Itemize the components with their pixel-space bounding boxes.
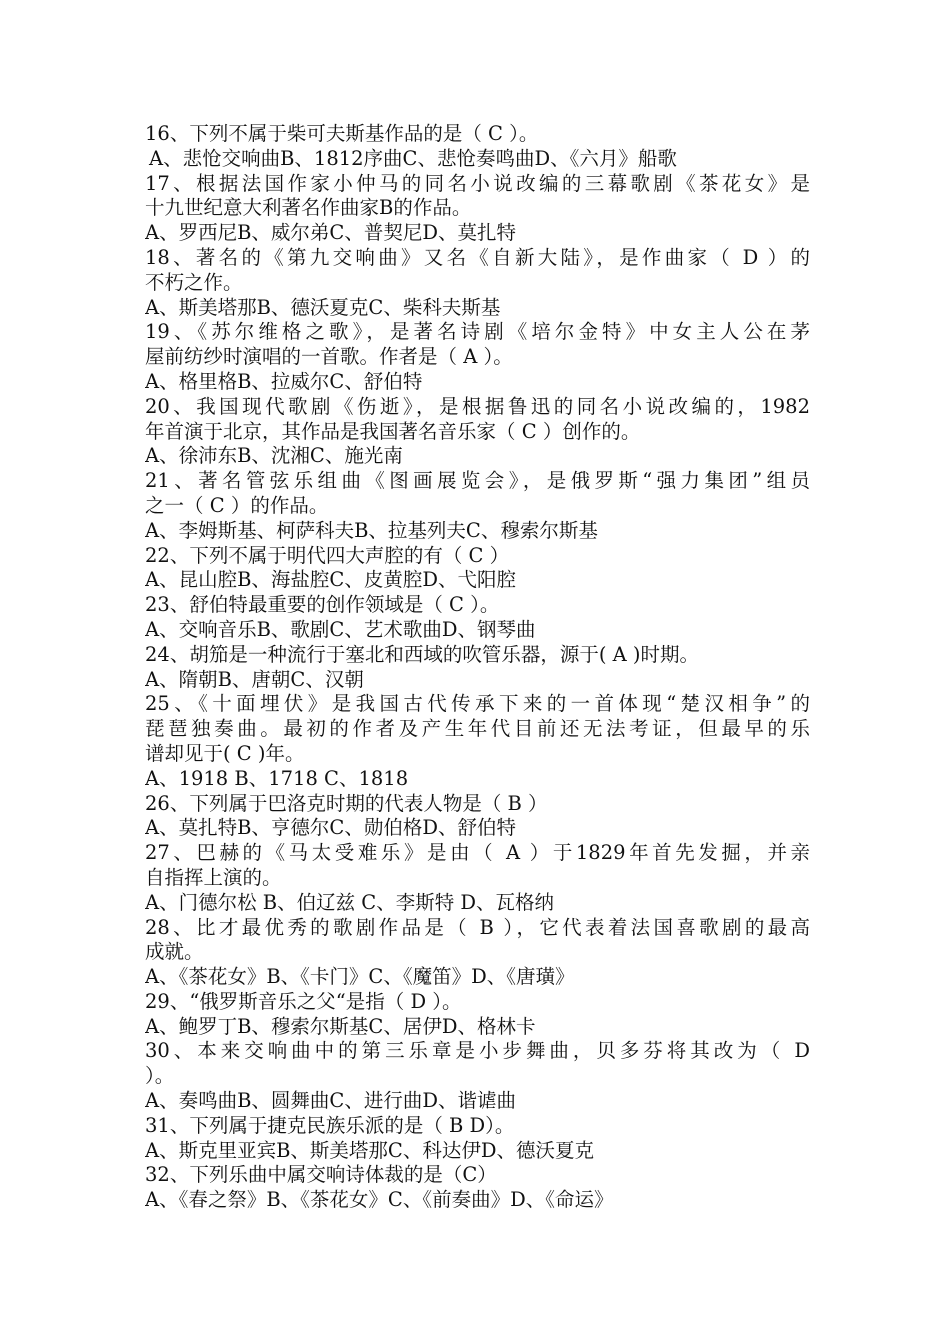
text-line: A、鲍罗丁B、穆索尔斯基C、居伊D、格林卡 (145, 1014, 536, 1038)
text-line: 不朽之作。 (145, 270, 243, 294)
text-line: A、斯美塔那B、德沃夏克C、柴科夫斯基 (145, 295, 501, 319)
text-line: 27、巴赫的《马太受难乐》是由（ A ）于1829年首先发掘，并亲 (145, 841, 810, 865)
text-line: 之一（ C ）的作品。 (145, 493, 329, 517)
text-line: A、莫扎特B、亨德尔C、勋伯格D、舒伯特 (145, 816, 516, 840)
text-line: 20、我国现代歌剧《伤逝》，是根据鲁迅的同名小说改编的，1982 (145, 394, 810, 418)
text-line: A、奏鸣曲B、圆舞曲C、进行曲D、谐谑曲 (145, 1089, 516, 1113)
text-line: 21、著名管弦乐组曲《图画展览会》，是俄罗斯“强力集团”组员 (145, 469, 810, 493)
text-line: A、《春之祭》B、《茶花女》C、《前奏曲》D、《命运》 (145, 1188, 614, 1212)
text-line: A、徐沛东B、沈湘C、施光南 (145, 444, 403, 468)
text-line: 谱却见于( C )年。 (145, 741, 305, 765)
text-line: 25、《十面埋伏》是我国古代传承下来的一首体现“楚汉相争”的 (145, 692, 810, 716)
text-line: 年首演于北京，其作品是我国著名音乐家（ C ）创作的。 (145, 419, 641, 443)
text-line: A、李姆斯基、柯萨科夫B、拉基列夫C、穆索尔斯基 (145, 518, 598, 542)
text-line: ）。 (145, 1064, 175, 1088)
text-line: A、门德尔松 B、伯辽兹 C、李斯特 D、瓦格纳 (145, 890, 555, 914)
text-line: A、隋朝B、唐朝C、汉朝 (145, 667, 364, 691)
text-line: 26、下列属于巴洛克时期的代表人物是（ B ） (145, 791, 548, 815)
text-line: 22、下列不属于明代四大声腔的有（ C ） (145, 543, 510, 567)
text-line: 琵琶独奏曲。最初的作者及产生年代目前还无法考证，但最早的乐 (145, 717, 810, 741)
text-line: A、《茶花女》B、《卡门》C、《魔笛》D、《唐璜》 (145, 965, 575, 989)
text-line: 29、“俄罗斯音乐之父“是指（ D ）。 (145, 989, 462, 1013)
text-line: 28、比才最优秀的歌剧作品是（ B ），它代表着法国喜歌剧的最高 (145, 915, 810, 939)
text-line: 30、本来交响曲中的第三乐章是小步舞曲，贝多芬将其改为（ D (145, 1039, 810, 1063)
text-line: 十九世纪意大利著名作曲家B的作品。 (145, 196, 472, 220)
text-line: 成就。 (145, 940, 204, 964)
text-line: 31、下列属于捷克民族乐派的是（ B D）。 (145, 1113, 515, 1137)
text-line: A、1918 B、1718 C、1818 (145, 766, 409, 790)
text-line: 23、舒伯特最重要的创作领域是（ C ）。 (145, 593, 500, 617)
text-line: 19、《苏尔维格之歌》，是著名诗剧《培尔金特》中女主人公在茅 (145, 320, 810, 344)
text-line: A、昆山腔B、海盐腔C、皮黄腔D、弋阳腔 (145, 568, 516, 592)
text-line: 32、下列乐曲中属交响诗体裁的是（C） (145, 1163, 497, 1187)
text-line: A、斯克里亚宾B、斯美塔那C、科达伊D、德沃夏克 (145, 1138, 594, 1162)
text-line: 18、著名的《第九交响曲》又名《自新大陆》，是作曲家（ D ）的 (145, 245, 810, 269)
text-line: 自指挥上演的。 (145, 865, 282, 889)
text-line: A、罗西尼B、威尔弟C、普契尼D、莫扎特 (145, 221, 516, 245)
text-line: A、格里格B、拉威尔C、舒伯特 (145, 369, 423, 393)
text-line: 屋前纺纱时演唱的一首歌。作者是（ A ）。 (145, 345, 513, 369)
text-line: 17、根据法国作家小仲马的同名小说改编的三幕歌剧《茶花女》是 (145, 171, 810, 195)
text-line: A、交响音乐B、歌剧C、艺术歌曲D、钢琴曲 (145, 617, 536, 641)
text-line: 16、下列不属于柴可夫斯基作品的是（ C ）。 (145, 122, 539, 145)
document-page (145, 122, 810, 1213)
text-line: A、悲怆交响曲B、1812序曲C、悲怆奏鸣曲D、《六月》船歌 (149, 146, 677, 170)
text-line: 24、胡笳是一种流行于塞北和西域的吹管乐器，源于( A )时期。 (145, 642, 700, 666)
